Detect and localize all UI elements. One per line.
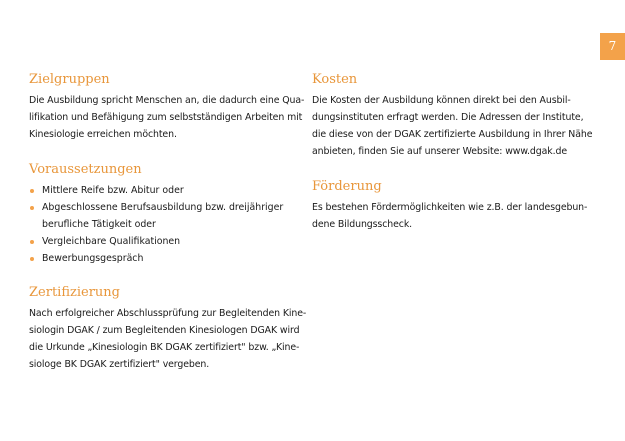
text-line: die Urkunde „Kinesiologin BK DGAK zertifiziert" bzw. „Kine- bbox=[29, 342, 300, 353]
section-zertifizierung bbox=[29, 284, 307, 373]
left-column bbox=[29, 71, 307, 373]
text-line: Die Kosten der Ausbildung können direkt bei den Ausbil- bbox=[312, 95, 571, 106]
page-number-tab: 7 bbox=[600, 33, 625, 60]
text-line: siologe BK DGAK zertifiziert" vergeben. bbox=[29, 359, 210, 370]
right-column bbox=[312, 71, 593, 233]
text-line: Die Ausbildung spricht Menschen an, die dadurch eine Qua- bbox=[29, 95, 305, 106]
text-line: dungsinstituten erfragt werden. Die Adressen der Institute, bbox=[312, 112, 584, 123]
text-line: die diese von der DGAK zertifizierte Ausbildung in Ihrer Nähe bbox=[312, 129, 593, 140]
heading-voraussetzungen: Voraussetzungen bbox=[29, 162, 142, 177]
zielgruppen-text bbox=[29, 92, 305, 143]
section-foerderung bbox=[312, 178, 588, 233]
zertifizierung-text bbox=[29, 305, 307, 373]
heading-zielgruppen: Zielgruppen bbox=[29, 72, 110, 87]
text-line: Nach erfolgreicher Abschlussprüfung zur Begleitenden Kine- bbox=[29, 308, 307, 319]
kosten-text bbox=[312, 92, 593, 160]
heading-zertifizierung: Zertifizierung bbox=[29, 285, 120, 300]
text-line: anbieten, finden Sie auf unserer Website: www.dgak.de bbox=[312, 146, 568, 157]
list-item: Vergleichbare Qualifikationen bbox=[29, 233, 297, 250]
foerderung-text bbox=[312, 199, 588, 233]
text-line: dene Bildungsscheck. bbox=[312, 219, 413, 230]
text-line: Es bestehen Fördermöglichkeiten wie z.B. der landesgebun- bbox=[312, 202, 588, 213]
heading-kosten: Kosten bbox=[312, 72, 358, 87]
text-line: siologin DGAK / zum Begleitenden Kinesiologen DGAK wird bbox=[29, 325, 300, 336]
section-voraussetzungen bbox=[29, 161, 297, 267]
text-line: Kinesiologie erreichen möchten. bbox=[29, 129, 177, 140]
list-item: Mittlere Reife bzw. Abitur oder bbox=[29, 182, 297, 199]
text-line: lifikation und Befähigung zum selbstständigen Arbeiten mit bbox=[29, 112, 303, 123]
voraussetzungen-list bbox=[29, 182, 297, 267]
section-zielgruppen bbox=[29, 71, 305, 143]
section-kosten bbox=[312, 71, 593, 160]
list-item: Bewerbungsgespräch bbox=[29, 250, 297, 267]
heading-foerderung: Förderung bbox=[312, 179, 382, 194]
list-item: Abgeschlossene Berufsausbildung bzw. dreijähriger berufliche Tätigkeit oder bbox=[29, 199, 297, 233]
